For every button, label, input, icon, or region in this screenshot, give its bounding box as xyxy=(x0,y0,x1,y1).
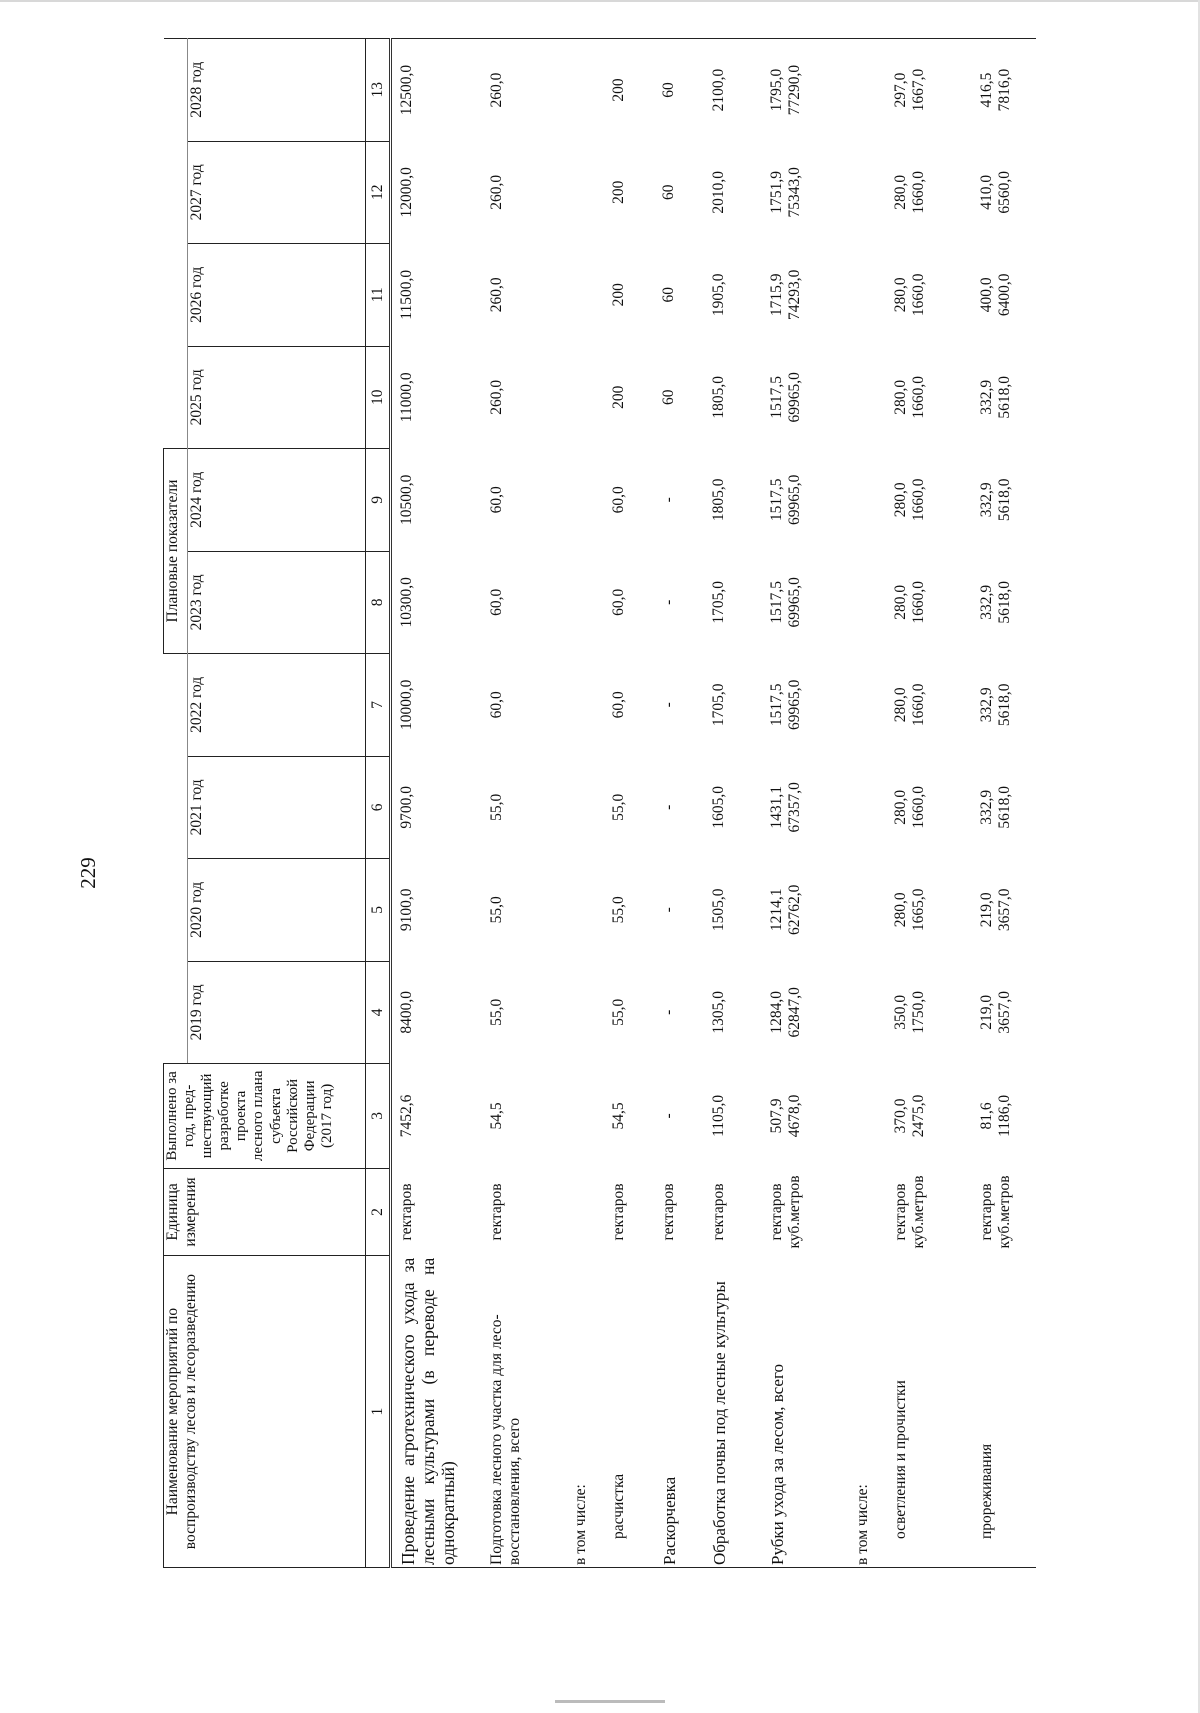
planned-value: 350,0 1750,0 xyxy=(892,991,928,1034)
activity-name: расчистка xyxy=(604,1256,654,1568)
activity-name: осветления и прочистки xyxy=(886,1256,972,1568)
planned-value: 280,0 1660,0 xyxy=(892,170,928,214)
planned-value: 11500,0 xyxy=(397,269,415,320)
planned-value: 60,0 xyxy=(610,486,628,514)
planned-value: 55,0 xyxy=(610,998,628,1026)
planned-value: 332,9 5618,0 xyxy=(978,683,1014,727)
planned-value xyxy=(848,141,886,244)
planned-value: 1517,5 69965,0 xyxy=(768,577,804,628)
planned-value: 200 xyxy=(604,39,654,142)
planned-value: - xyxy=(660,702,678,708)
planned-value: 280,0 1665,0 xyxy=(892,888,928,932)
planned-value: 60,0 xyxy=(610,691,628,719)
column-number: 8 xyxy=(366,551,391,654)
completed-value: 54,5 xyxy=(488,1102,506,1130)
planned-value: 60,0 xyxy=(488,486,506,514)
column-number: 11 xyxy=(366,244,391,347)
planned-value: 280,0 1660,0 xyxy=(892,273,928,317)
planned-value: 60 xyxy=(660,184,678,201)
unit-cell: гектаров xyxy=(710,1183,728,1241)
planned-value: - xyxy=(660,497,678,503)
planned-value: 410,0 6560,0 xyxy=(978,170,1014,214)
planned-value xyxy=(848,654,886,757)
planned-value: 332,9 5618,0 xyxy=(978,375,1014,419)
planned-value: 1305,0 xyxy=(710,991,728,1034)
unit-cell: гектаров xyxy=(488,1183,506,1241)
completed-value: 81,6 1186,0 xyxy=(978,1094,1014,1137)
planned-value: 1795,0 77290,0 xyxy=(762,39,848,142)
activity-name: прореживания xyxy=(972,1256,1036,1568)
planned-value: 1705,0 xyxy=(710,581,728,624)
planned-value: 1805,0 xyxy=(710,478,728,522)
planned-value: 280,0 1660,0 xyxy=(892,478,928,522)
planned-value xyxy=(848,551,886,654)
unit-cell: гектаров xyxy=(660,1183,678,1241)
header-year-2020: 2020 год xyxy=(188,859,366,962)
unit-cell: гектаров куб.метров xyxy=(978,1175,1014,1249)
planned-value: 400,0 6400,0 xyxy=(978,273,1014,317)
planned-value: 12000,0 xyxy=(397,167,415,218)
planned-value: 60 xyxy=(660,287,678,303)
column-number: 4 xyxy=(366,961,391,1064)
planned-value: 55,0 xyxy=(610,896,628,924)
planned-value xyxy=(566,859,604,962)
planned-value: 1751,9 75343,0 xyxy=(768,167,804,218)
activity-name: Обработка почвы под лесные культуры xyxy=(704,1256,762,1568)
planned-value: 280,0 1660,0 xyxy=(892,375,928,419)
header-year-2022: 2022 год xyxy=(188,654,366,757)
planned-value xyxy=(566,961,604,1064)
planned-value: 260,0 xyxy=(482,39,566,142)
column-number: 12 xyxy=(366,141,391,244)
planned-value xyxy=(566,141,604,244)
activity-name: Проведение агротехнического ухода за лесными культурами (в переводе на однократный) xyxy=(390,1256,482,1568)
unit-cell xyxy=(848,1168,886,1256)
completed-value: 54,5 xyxy=(610,1102,628,1130)
planned-value: 55,0 xyxy=(488,896,506,924)
table-row xyxy=(762,39,848,1568)
activity-name: Подготовка лесного участка для лесо-восстановления, всего xyxy=(482,1256,566,1568)
column-number: 5 xyxy=(366,859,391,962)
planned-value: 60 xyxy=(660,389,678,406)
planned-value: - xyxy=(660,1009,678,1015)
planned-value: 219,0 3657,0 xyxy=(978,888,1014,932)
column-number: 13 xyxy=(366,39,391,142)
planned-value xyxy=(848,961,886,1064)
completed-value: 7452,6 xyxy=(397,1094,415,1138)
header-year-2027: 2027 год xyxy=(188,141,366,244)
table-row xyxy=(654,39,704,1568)
planned-value: 10000,0 xyxy=(397,679,415,730)
activity-name: Раскорчевка xyxy=(654,1256,704,1568)
column-number: 2 xyxy=(366,1168,391,1256)
planned-value: 297,0 1667,0 xyxy=(886,39,972,142)
header-planned-blank-right xyxy=(164,39,188,449)
planned-value: 8400,0 xyxy=(397,991,415,1034)
header-activity-name: Наименование мероприятий по воспроизводству лесов и лесоразведению xyxy=(164,1256,366,1568)
planned-value xyxy=(848,859,886,962)
planned-value: 200 xyxy=(610,385,628,409)
table-row xyxy=(704,39,762,1568)
planned-value xyxy=(566,449,604,552)
planned-value: 1605,0 xyxy=(710,786,728,829)
completed-value: 1105,0 xyxy=(710,1094,728,1137)
table-row xyxy=(482,39,566,1568)
planned-value xyxy=(566,39,604,142)
planned-value xyxy=(566,756,604,859)
planned-value: 200 xyxy=(610,283,628,307)
planned-value: 332,9 5618,0 xyxy=(978,786,1014,829)
table-body xyxy=(390,39,1036,1568)
planned-value xyxy=(566,654,604,757)
column-number: 3 xyxy=(366,1064,391,1169)
table-row xyxy=(566,39,604,1568)
planned-value: 260,0 xyxy=(488,277,506,313)
planned-value: 280,0 1660,0 xyxy=(892,683,928,727)
unit-cell: гектаров куб.метров xyxy=(892,1175,928,1249)
planned-value: 9100,0 xyxy=(397,888,415,932)
completed-value xyxy=(848,1064,886,1169)
planned-value: - xyxy=(660,907,678,913)
planned-value: 332,9 5618,0 xyxy=(978,581,1014,624)
planned-value xyxy=(848,756,886,859)
table-row xyxy=(848,39,886,1568)
planned-value xyxy=(848,346,886,449)
column-number: 9 xyxy=(366,449,391,552)
header-unit: Единица измерения xyxy=(164,1168,366,1256)
table-row xyxy=(390,39,482,1568)
completed-value xyxy=(566,1064,604,1169)
planned-value xyxy=(566,346,604,449)
planned-value: 1517,5 69965,0 xyxy=(768,474,804,525)
planned-value: 55,0 xyxy=(488,998,506,1026)
planned-value: 1431,1 67357,0 xyxy=(768,782,804,833)
completed-value: - xyxy=(660,1113,678,1119)
planned-value: 1715,9 74293,0 xyxy=(768,269,804,320)
planned-value: 260,0 xyxy=(488,174,506,210)
planned-value: 55,0 xyxy=(610,793,628,821)
planned-value: 1705,0 xyxy=(710,683,728,727)
planned-value: 1214,1 62762,0 xyxy=(768,884,804,935)
planned-value xyxy=(848,39,886,142)
activity-name: Рубки ухода за лесом, всего xyxy=(762,1256,848,1568)
unit-cell xyxy=(566,1168,604,1256)
planned-value: 10300,0 xyxy=(397,577,415,628)
planned-value: 10500,0 xyxy=(397,474,415,525)
planned-value xyxy=(848,449,886,552)
planned-value: 9700,0 xyxy=(397,786,415,829)
activity-name: в том числе: xyxy=(566,1256,604,1568)
header-completed-2017: Выполнено за год, пред-шествующий разработке проекта лесного плана субъекта Российской Федерации (2017 год) xyxy=(164,1064,366,1169)
unit-cell: гектаров куб.метров xyxy=(768,1175,804,1249)
planned-value: 11000,0 xyxy=(397,372,415,423)
planned-value: 1517,5 69965,0 xyxy=(768,679,804,730)
header-planned-blank-left xyxy=(164,654,188,1064)
column-number: 1 xyxy=(366,1256,391,1568)
planned-value: - xyxy=(660,804,678,810)
activity-name: в том числе: xyxy=(848,1256,886,1568)
planned-value: - xyxy=(660,599,678,605)
planned-value xyxy=(566,551,604,654)
planned-value: 200 xyxy=(610,180,628,204)
planned-value: 60,0 xyxy=(488,691,506,719)
table-row xyxy=(886,39,972,1568)
planned-value: 1505,0 xyxy=(710,888,728,932)
completed-value: 370,0 2475,0 xyxy=(892,1094,928,1138)
table-row xyxy=(604,39,654,1568)
planned-value: 280,0 1660,0 xyxy=(892,581,928,624)
unit-cell: гектаров xyxy=(397,1183,415,1241)
planned-value: 60 xyxy=(654,39,704,142)
planned-value: 12500,0 xyxy=(390,39,482,142)
planned-value: 219,0 3657,0 xyxy=(978,991,1014,1034)
completed-value: 507,9 4678,0 xyxy=(768,1094,804,1138)
header-year-2024: 2024 год xyxy=(188,449,366,552)
header-year-2028: 2028 год xyxy=(188,39,366,142)
planned-value: 1517,5 69965,0 xyxy=(768,372,804,423)
planned-value: 1905,0 xyxy=(710,273,728,317)
header-year-2026: 2026 год xyxy=(188,244,366,347)
column-number: 10 xyxy=(366,346,391,449)
planned-value: 2100,0 xyxy=(704,39,762,142)
table-row xyxy=(972,39,1036,1568)
header-year-2019: 2019 год xyxy=(188,961,366,1064)
planned-value: 416,5 7816,0 xyxy=(972,39,1036,142)
header-year-2023: 2023 год xyxy=(188,551,366,654)
planned-value: 332,9 5618,0 xyxy=(978,478,1014,522)
planned-value: 1805,0 xyxy=(710,375,728,419)
planned-value: 60,0 xyxy=(488,588,506,616)
planned-value: 55,0 xyxy=(488,793,506,821)
header-planned-indicators: Плановые показатели xyxy=(164,449,188,654)
page-number: 229 xyxy=(76,857,100,889)
forest-reproduction-table xyxy=(163,38,1036,1568)
column-number: 6 xyxy=(366,756,391,859)
column-number: 7 xyxy=(366,654,391,757)
planned-value: 280,0 1660,0 xyxy=(892,786,928,829)
header-year-2021: 2021 год xyxy=(188,756,366,859)
header-year-2025: 2025 год xyxy=(188,346,366,449)
planned-value: 60,0 xyxy=(610,588,628,616)
planned-value: 260,0 xyxy=(488,379,506,415)
planned-value xyxy=(566,244,604,347)
planned-value xyxy=(848,244,886,347)
planned-value: 1284,0 62847,0 xyxy=(768,987,804,1038)
planned-value: 2010,0 xyxy=(710,170,728,214)
unit-cell: гектаров xyxy=(610,1183,628,1241)
